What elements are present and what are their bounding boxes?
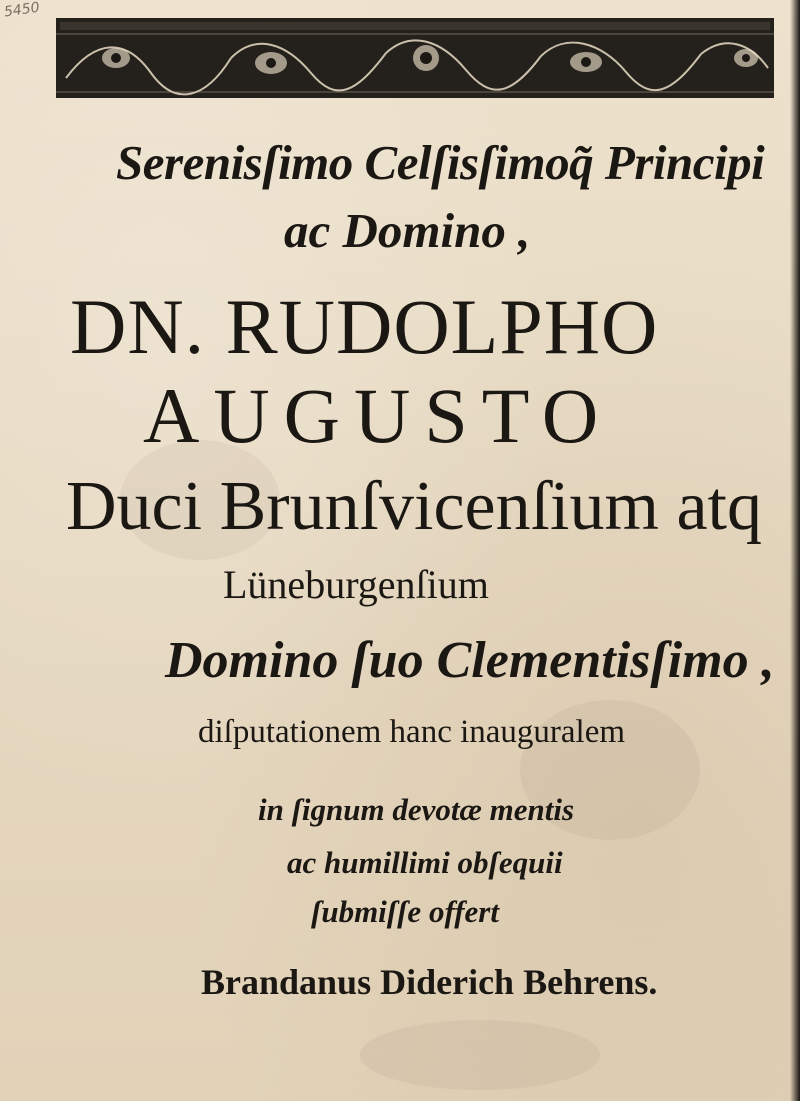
dedication-line-disputationem: diſputationem hanc inauguralem — [198, 714, 626, 750]
paper-stain — [360, 1020, 600, 1090]
pencil-annotation: 5450 — [3, 0, 41, 21]
dedicatee-name-augusto: AUGUSTO — [143, 372, 613, 459]
dedication-line-in-signum: in ſignum devotæ mentis — [258, 792, 575, 827]
author-name: Brandanus Diderich Behrens. — [201, 962, 658, 1002]
decorative-headpiece-ornament — [56, 18, 774, 98]
page-edge-shadow — [790, 0, 800, 1101]
dedication-line-submisse-offert: ſubmiſſe offert — [311, 894, 499, 929]
dedication-line-domino-suo: Domino ſuo Clementisſimo , — [165, 632, 775, 689]
dedication-line-ac-domino: ac Domino , — [284, 203, 531, 258]
dedication-line-serenissimo: Serenisſimo Celſisſimoq̃ Principi — [116, 135, 765, 190]
dedicatee-name-rudolpho: DN. RUDOLPHO — [70, 283, 659, 370]
dedication-line-ac-humillimi: ac humillimi obſequii — [287, 845, 563, 880]
dedication-line-luneburgensium: Lüneburgenſium — [223, 562, 489, 607]
dedication-line-duci: Duci Brunſvicenſium atq — [66, 468, 762, 545]
